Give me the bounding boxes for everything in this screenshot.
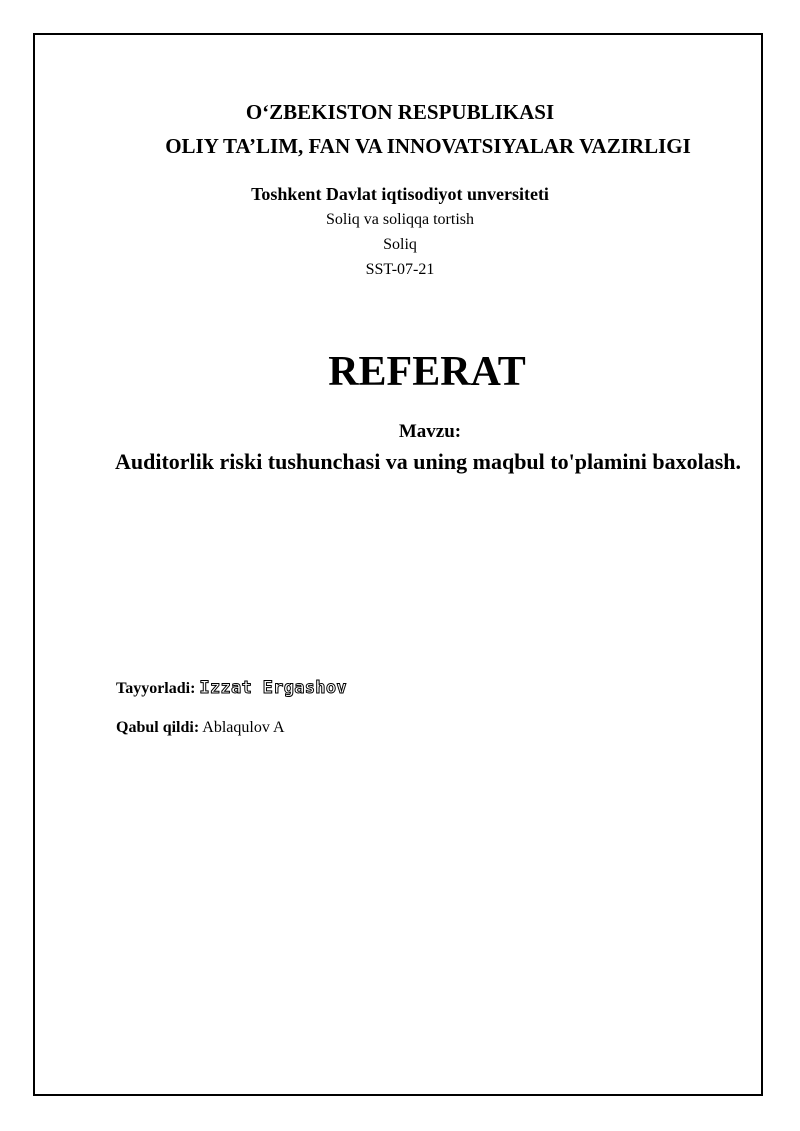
republic-heading: O‘ZBEKISTON RESPUBLIKASI (245, 100, 555, 124)
faculty-name: Soliq va soliqqa tortish (326, 211, 474, 228)
prepared-by-name: Izzat Ergashov (199, 678, 347, 698)
university-name: Toshkent Davlat iqtisodiyot unversiteti (251, 184, 549, 204)
topic-title: Auditorlik riski tushunchasi va uning maqbul to'plamini baxolash. (115, 449, 741, 474)
department-name: Soliq (383, 236, 417, 253)
topic-label: Mavzu: (398, 421, 462, 442)
group-code: SST-07-21 (365, 261, 435, 278)
ministry-heading: OLIY TA’LIM, FAN VA INNOVATSIYALAR VAZIRLIGI (165, 134, 691, 158)
accepted-by-line (116, 717, 285, 739)
prepared-by-line (116, 677, 347, 700)
accepted-by-name: Ablaqulov A (202, 719, 285, 736)
document-type-title: REFERAT (328, 349, 526, 395)
accepted-by-label: Qabul qildi: (116, 719, 200, 736)
prepared-by-label: Tayyorladi: (116, 680, 196, 697)
